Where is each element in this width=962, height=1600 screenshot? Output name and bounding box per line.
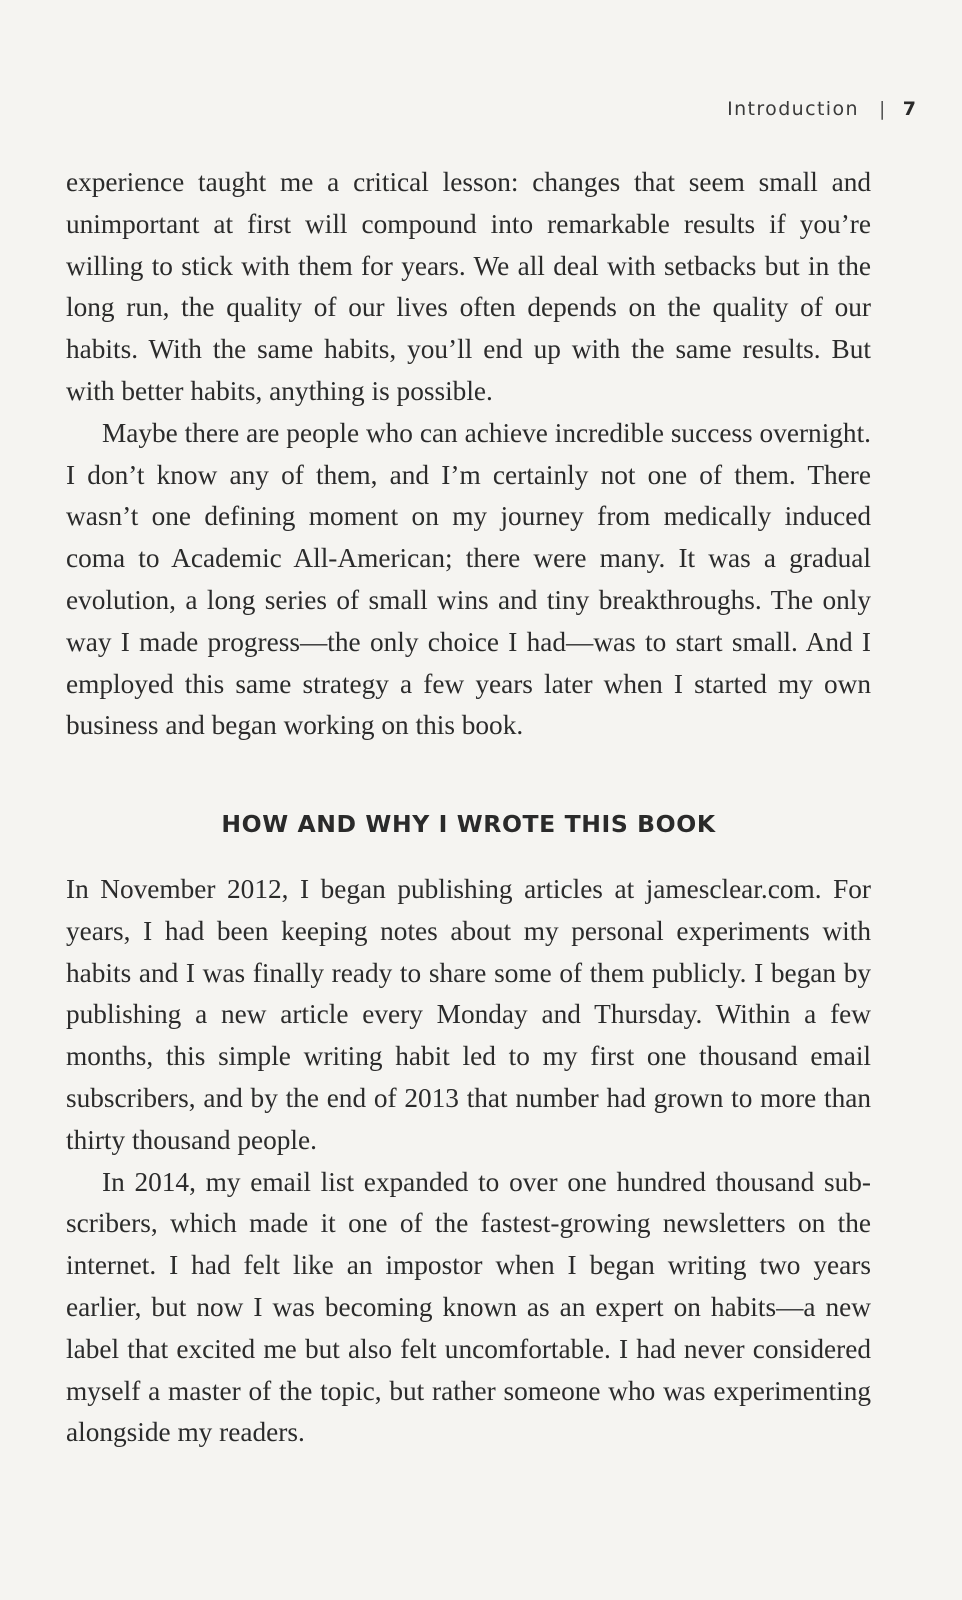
- paragraph: Maybe there are people who can achieve incredible success overnight. I don’t know any of them, and I’m certainly not one of them. There wasn’t one defining moment on my journey from medically induced coma to Academic All-American; there were many. It was a gradual evolution, a long series of small wins and tiny breakthroughs. The only way I made progress—the only choice I had—was to start small. And I employed this same strategy a few years later when I started my own business and began working on this book.: [66, 417, 871, 741]
- paragraph: experience taught me a critical lesson: changes that seem small and unimportant at first will compound into remarkable results if you’re willing to stick with them for years. We all deal with setbacks but in the long run, the quality of our lives often depends on the quality of our habits. With the same habits, you’ll end up with the same results. But with better habits, anything is possible.: [66, 167, 871, 406]
- running-head-separator: |: [878, 98, 887, 120]
- running-head: [727, 98, 916, 120]
- text-block-after-heading: [66, 869, 871, 1454]
- paragraph: In November 2012, I began publishing articles at jamesclear.com. For years, I had been keeping notes about my personal experiments with habits and I was finally ready to share some of them publicly. I began by publishing a new article every Monday and Thursday. Within a few months, this simple writing habit led to my first one thousand email subscribers, and by the end of 2013 that number had grown to more than thirty thousand people.: [66, 874, 871, 1155]
- section-heading: HOW AND WHY I WROTE THIS BOOK: [221, 810, 716, 838]
- page-number: 7: [902, 98, 916, 120]
- text-block-before-heading: [66, 162, 871, 747]
- paragraph: In 2014, my email list expanded to over one hundred thousand subscribers, which made it one of the fastest-growing newsletters on the internet. I had felt like an impostor when I began writing two years earlier, but now I was becoming known as an expert on habits—a new label that excited me but also felt uncomfortable. I had never considered myself a master of the topic, but rather someone who was experimenting alongside my readers.: [66, 1166, 871, 1448]
- running-head-section: Introduction: [727, 98, 859, 120]
